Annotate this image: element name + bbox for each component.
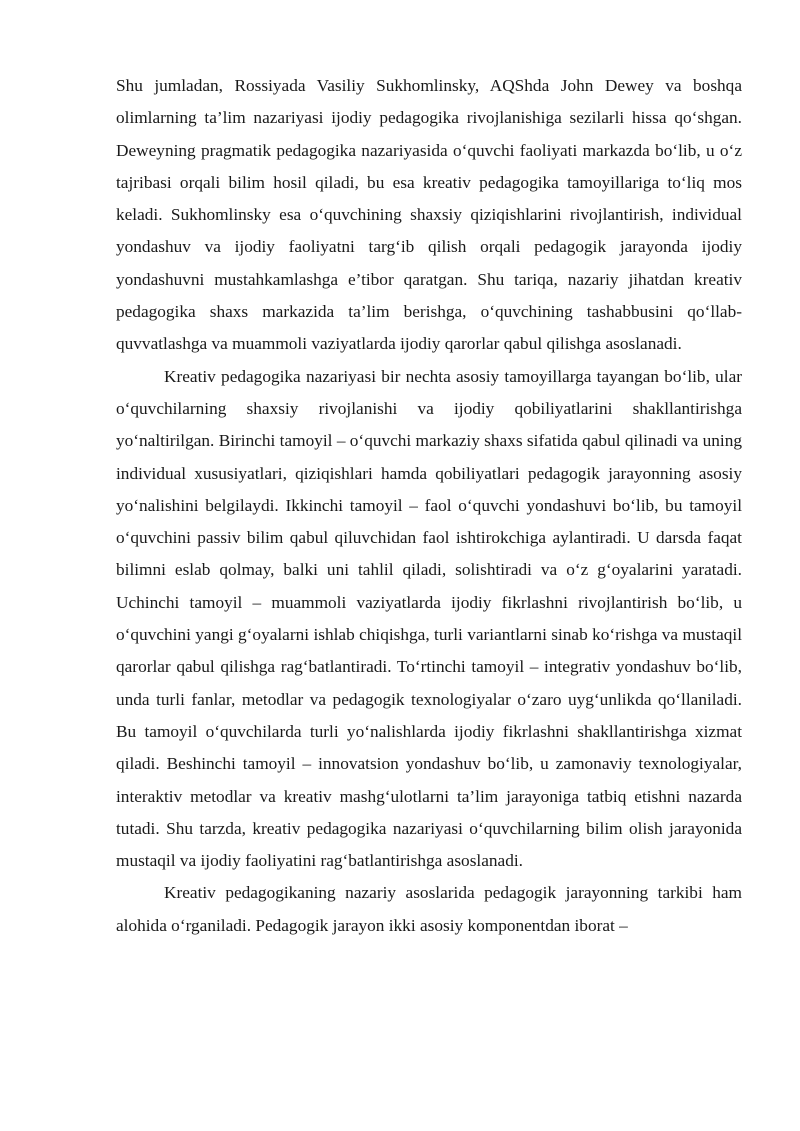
paragraph-1: Shu jumladan, Rossiyada Vasiliy Sukhomlinsky, AQShda John Dewey va boshqa olimlarning ta’lim nazariyasi ijodiy pedagogika rivojlanishiga sezilarli hissa qo‘shgan. Deweyning pragmatik pedagogika nazariyasida o‘quvchi faoliyati markazda bo‘lib, u o‘z tajribasi orqali bilim hosil qiladi, bu esa kreativ pedagogika tamoyillariga to‘liq mos keladi. Sukhomlinsky esa o‘quvchining shaxsiy qiziqishlarini rivojlantirish, individual yondashuv va ijodiy faoliyatni targ‘ib qilish orqali pedagogik jarayonda ijodiy yondashuvni mustahkamlashga e’tibor qaratgan. Shu tariqa, nazariy jihatdan kreativ pedagogika shaxs markazida ta’lim berishga, o‘quvchining tashabbusini qo‘llab-quvvatlashga va muammoli vaziyatlarda ijodiy qarorlar qabul qilishga asoslanadi. [116,76,742,354]
paragraph-2: Kreativ pedagogika nazariyasi bir nechta asosiy tamoyillarga tayangan bo‘lib, ular o‘quvchilarning shaxsiy rivojlanishi va ijodiy qobiliyatlarini shakllantirishga yo‘naltirilgan. Birinchi tamoyil – o‘quvchi markaziy shaxs sifatida qabul qilinadi va uning individual xususiyatlari, qiziqishlari hamda qobiliyatlari pedagogik jarayonning asosiy yo‘nalishini belgilaydi. Ikkinchi tamoyil – faol o‘quvchi yondashuvi bo‘lib, bu tamoyil o‘quvchini passiv bilim qabul qiluvchidan faol ishtirokchiga aylantiradi. U darsda faqat bilimni eslab qolmay, balki uni tahlil qiladi, solishtiradi va o‘z g‘oyalarini yaratadi. Uchinchi tamoyil – muammoli vaziyatlarda ijodiy fikrlashni rivojlantirish bo‘lib, u o‘quvchini yangi g‘oyalarni ishlab chiqishga, turli variantlarni sinab ko‘rishga va mustaqil qarorlar qabul qilishga rag‘batlantiradi. To‘rtinchi tamoyil – integrativ yondashuv bo‘lib, unda turli fanlar, metodlar va pedagogik texnologiyalar o‘zaro uyg‘unlikda qo‘llaniladi. Bu tamoyil o‘quvchilarda turli yo‘nalishlarda ijodiy fikrlashni shakllantirishga xizmat qiladi. Beshinchi tamoyil – innovatsion yondashuv bo‘lib, u zamonaviy texnologiyalar, interaktiv metodlar va kreativ mashg‘ulotlarni ta’lim jarayoniga tatbiq etishni nazarda tutadi. Shu tarzda, kreativ pedagogika nazariyasi o‘quvchilarning bilim olish jarayonida mustaqil va ijodiy faoliyatini rag‘batlantirishga asoslanadi. [116,366,742,871]
paragraph-3: Kreativ pedagogikaning nazariy asoslarida pedagogik jarayonning tarkibi ham alohida o‘rganiladi. Pedagogik jarayon ikki asosiy komponentdan iborat – [116,883,742,935]
body-text [116,70,742,942]
